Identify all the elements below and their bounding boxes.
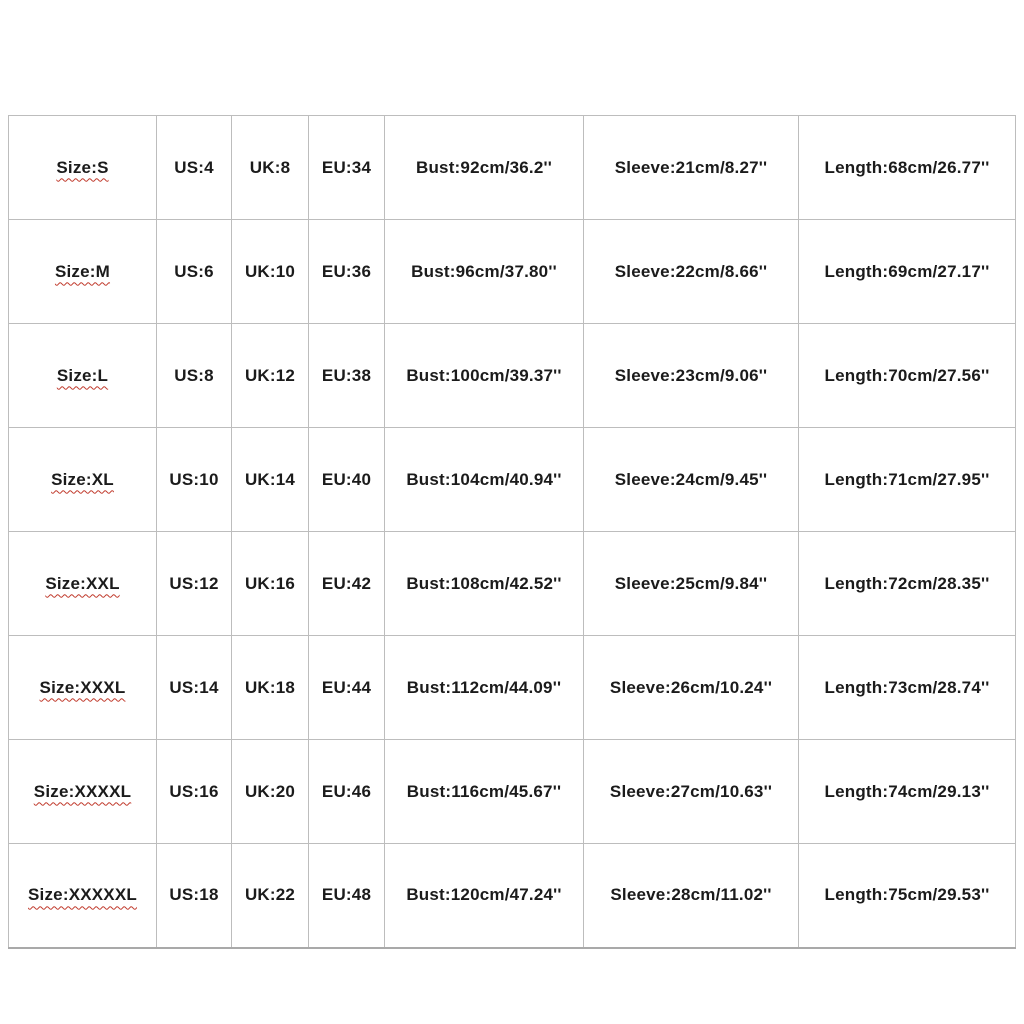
cell-uk: UK:12	[232, 324, 309, 428]
cell-uk: UK:10	[232, 220, 309, 324]
cell-sleeve: Sleeve:28cm/11.02''	[584, 844, 799, 948]
cell-eu: EU:42	[309, 532, 385, 636]
cell-sleeve: Sleeve:23cm/9.06''	[584, 324, 799, 428]
cell-us: US:10	[157, 428, 232, 532]
table-row	[9, 740, 1016, 844]
size-chart-table	[8, 115, 1016, 949]
size-label: Size:L	[56, 365, 109, 385]
cell-sleeve: Sleeve:26cm/10.24''	[584, 636, 799, 740]
size-label: Size:XXXL	[39, 677, 126, 697]
cell-bust: Bust:96cm/37.80''	[385, 220, 584, 324]
cell-us: US:6	[157, 220, 232, 324]
cell-length: Length:72cm/28.35''	[799, 532, 1016, 636]
cell-bust: Bust:116cm/45.67''	[385, 740, 584, 844]
cell-us: US:16	[157, 740, 232, 844]
cell-size	[9, 324, 157, 428]
cell-bust: Bust:100cm/39.37''	[385, 324, 584, 428]
cell-length: Length:74cm/29.13''	[799, 740, 1016, 844]
cell-bust: Bust:92cm/36.2''	[385, 116, 584, 220]
cell-us: US:4	[157, 116, 232, 220]
size-label: Size:XXL	[45, 573, 120, 593]
cell-length: Length:73cm/28.74''	[799, 636, 1016, 740]
cell-size	[9, 844, 157, 948]
cell-bust: Bust:120cm/47.24''	[385, 844, 584, 948]
cell-eu: EU:48	[309, 844, 385, 948]
cell-eu: EU:38	[309, 324, 385, 428]
cell-eu: EU:46	[309, 740, 385, 844]
cell-uk: UK:18	[232, 636, 309, 740]
size-label: Size:XXXXL	[33, 781, 132, 801]
cell-uk: UK:16	[232, 532, 309, 636]
cell-sleeve: Sleeve:27cm/10.63''	[584, 740, 799, 844]
cell-uk: UK:8	[232, 116, 309, 220]
cell-size	[9, 220, 157, 324]
cell-size	[9, 740, 157, 844]
cell-eu: EU:44	[309, 636, 385, 740]
cell-length: Length:71cm/27.95''	[799, 428, 1016, 532]
table-row	[9, 532, 1016, 636]
size-label: Size:XL	[51, 469, 114, 489]
cell-bust: Bust:112cm/44.09''	[385, 636, 584, 740]
cell-length: Length:69cm/27.17''	[799, 220, 1016, 324]
table-row	[9, 220, 1016, 324]
cell-uk: UK:20	[232, 740, 309, 844]
cell-size	[9, 636, 157, 740]
table-row	[9, 116, 1016, 220]
cell-eu: EU:40	[309, 428, 385, 532]
cell-size	[9, 532, 157, 636]
cell-sleeve: Sleeve:21cm/8.27''	[584, 116, 799, 220]
cell-us: US:18	[157, 844, 232, 948]
cell-size	[9, 428, 157, 532]
size-label: Size:S	[56, 157, 109, 177]
cell-us: US:8	[157, 324, 232, 428]
table-row	[9, 844, 1016, 948]
cell-bust: Bust:108cm/42.52''	[385, 532, 584, 636]
cell-uk: UK:14	[232, 428, 309, 532]
cell-uk: UK:22	[232, 844, 309, 948]
cell-length: Length:70cm/27.56''	[799, 324, 1016, 428]
table-row	[9, 636, 1016, 740]
cell-length: Length:68cm/26.77''	[799, 116, 1016, 220]
table-row	[9, 428, 1016, 532]
cell-size	[9, 116, 157, 220]
size-label: Size:XXXXXL	[28, 885, 137, 905]
cell-eu: EU:36	[309, 220, 385, 324]
cell-us: US:12	[157, 532, 232, 636]
cell-eu: EU:34	[309, 116, 385, 220]
cell-sleeve: Sleeve:25cm/9.84''	[584, 532, 799, 636]
cell-length: Length:75cm/29.53''	[799, 844, 1016, 948]
cell-bust: Bust:104cm/40.94''	[385, 428, 584, 532]
cell-sleeve: Sleeve:22cm/8.66''	[584, 220, 799, 324]
table-row	[9, 324, 1016, 428]
cell-sleeve: Sleeve:24cm/9.45''	[584, 428, 799, 532]
size-label: Size:M	[54, 261, 111, 281]
cell-us: US:14	[157, 636, 232, 740]
